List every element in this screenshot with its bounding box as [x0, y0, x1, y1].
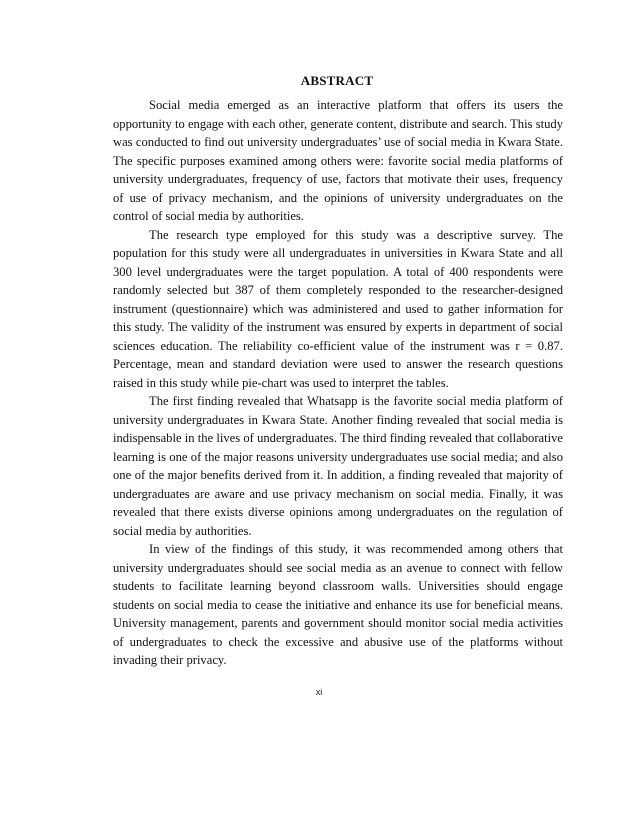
- abstract-paragraph-3: The first finding revealed that Whatsapp is the favorite social media platform of university undergraduates in Kwara State. Another finding revealed that social media is indispensable in the lives of undergraduates. The third finding revealed that collaborative learning is one of the major reasons university undergraduates use social media; and also one of the major benefits derived from it. In addition, a finding revealed that majority of undergraduates are aware and use privacy mechanism on social media. Finally, it was revealed that there exists diverse opinions among undergraduates on the regulation of social media by authorities.: [113, 394, 563, 538]
- page-number: xi: [315, 687, 323, 697]
- abstract-paragraph-4: In view of the findings of this study, it was recommended among others that university undergraduates should see social media as an avenue to connect with fellow students to facilitate learning beyond classroom walls. Universities should engage students on social media to cease the initiative and enhance its use for beneficial means. University management, parents and government should monitor social media activities of undergraduates to check the excessive and abusive use of the platforms without invading their privacy.: [113, 542, 563, 667]
- abstract-heading: ABSTRACT: [300, 73, 374, 88]
- abstract-body: [113, 96, 563, 670]
- abstract-paragraph-2: The research type employed for this study was a descriptive survey. The population for this study were all undergraduates in universities in Kwara State and all 300 level undergraduates were the target population. A total of 400 respondents were randomly selected but 387 of them completely responded to the researcher-designed instrument (questionnaire) which was administered and used to gather information for this study. The validity of the instrument was ensured by experts in department of social sciences education. The reliability co-efficient value of the instrument was r = 0.87. Percentage, mean and standard deviation were used to answer the research questions raised in this study while pie-chart was used to interpret the tables.: [113, 227, 563, 390]
- abstract-paragraph-1: Social media emerged as an interactive platform that offers its users the opportunity to engage with each other, generate content, distribute and search. This study was conducted to find out university undergraduates’ use of social media in Kwara State. The specific purposes examined among others were: favorite social media platforms of university undergraduates, frequency of use, factors that motivate their uses, frequency of use of privacy mechanism, and the opinions of university undergraduates on the control of social media by authorities.: [113, 98, 563, 223]
